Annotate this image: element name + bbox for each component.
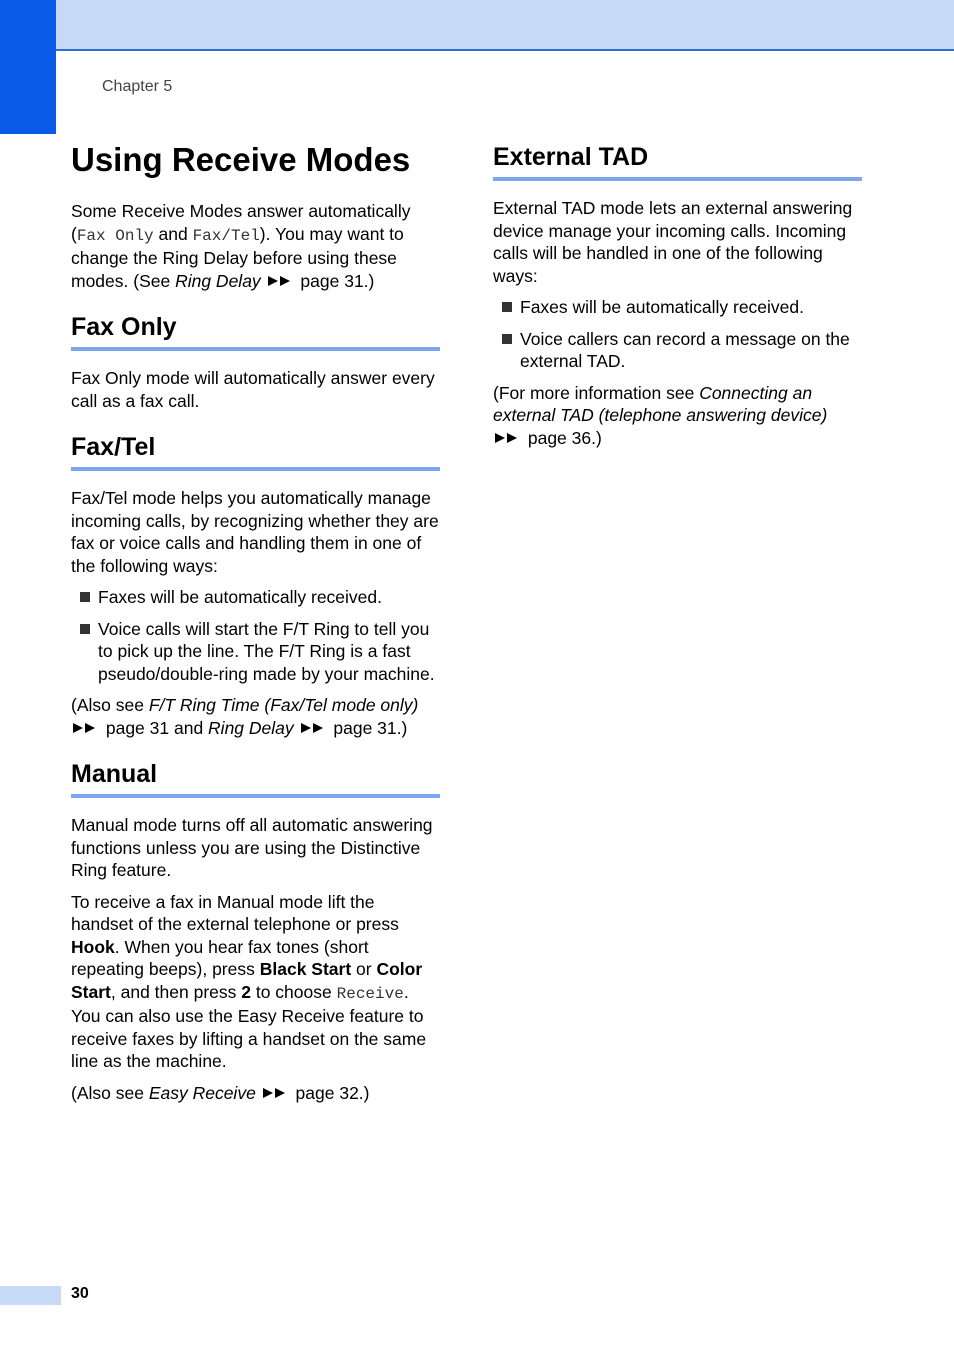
bullet-square-icon (502, 302, 512, 312)
ref-easy-receive: Easy Receive (148, 1082, 256, 1103)
list-item: Faxes will be automatically received. (71, 586, 440, 609)
fax-only-paragraph: Fax Only mode will automatically answer every call as a fax call. (71, 368, 435, 411)
code-fax-only: Fax Only (76, 226, 154, 245)
code-fax-tel: Fax/Tel (192, 226, 260, 245)
manual-paragraph-2: To receive a fax in Manual mode lift the handset of the external telephone or press Hook. When you hear fax tones (short repeating beeps), press Black Start or Color Start, and then press 2 to choose Receive. You can also use the Easy Receive feature to receive faxes by lifting a handset on the same line as the machine. (71, 891, 427, 1071)
key-color-start: Color Start (71, 959, 423, 1002)
fax-tel-paragraph: Fax/Tel mode helps you automatically manage incoming calls, by recognizing whether they are fax or voice calls and handling them in one of the following ways: (71, 488, 439, 576)
chapter-tab (0, 0, 56, 134)
key-hook: Hook (71, 936, 115, 957)
manual-paragraph-1: Manual mode turns off all automatic answering functions unless you are using the Distinctive Ring feature. (71, 815, 433, 880)
heading-external-tad: External TAD (493, 143, 649, 171)
double-arrow-icon (71, 721, 101, 735)
left-column (71, 200, 440, 1113)
section-rule (71, 347, 440, 351)
double-arrow-icon (299, 721, 329, 735)
external-tad-more-info: (For more information see Connecting an external TAD (telephone answering device) page 36.) (493, 382, 828, 448)
ref-ft-ring-time: F/T Ring Time (Fax/Tel mode only) (148, 695, 419, 715)
page-number: 30 (71, 1285, 89, 1302)
fax-tel-also-see: (Also see F/T Ring Time (Fax/Tel mode only) page 31 and Ring Delay page 31.) (71, 695, 419, 738)
external-tad-paragraph: External TAD mode lets an external answering device manage your incoming calls. Incoming calls will be handled in one of the following ways: (493, 198, 853, 286)
heading-fax-only: Fax Only (71, 313, 177, 341)
heading-fax-tel: Fax/Tel (71, 433, 156, 461)
right-column (493, 142, 862, 458)
key-2: 2 (241, 981, 251, 1002)
double-arrow-icon (493, 431, 523, 445)
section-rule (71, 467, 440, 471)
list-item: Voice callers can record a message on the external TAD. (493, 328, 862, 373)
ref-connecting-external-tad: Connecting an external TAD (telephone answering device) (493, 382, 828, 425)
intro-paragraph: Some Receive Modes answer automatically (Fax Only and Fax/Tel). You may want to change the Ring Delay before using these modes. (See Ring Delay page 31.) (71, 201, 411, 291)
bullet-square-icon (80, 624, 90, 634)
bullet-square-icon (502, 334, 512, 344)
section-rule (71, 794, 440, 798)
external-tad-list (493, 296, 862, 373)
ref-ring-delay: Ring Delay (175, 270, 261, 291)
ref-ring-delay: Ring Delay (208, 717, 294, 738)
bullet-square-icon (80, 592, 90, 602)
footer-bar (0, 1286, 61, 1305)
list-item: Faxes will be automatically received. (493, 296, 862, 319)
chapter-label: Chapter 5 (102, 78, 173, 95)
section-rule (493, 177, 862, 181)
list-item: Voice calls will start the F/T Ring to tell you to pick up the line. The F/T Ring is a fast pseudo/double-ring made by your machine. (71, 618, 440, 686)
fax-tel-list (71, 586, 440, 685)
manual-also-see: (Also see Easy Receive page 32.) (71, 1082, 370, 1103)
page-title: Using Receive Modes (71, 141, 411, 178)
header-band (0, 0, 954, 51)
double-arrow-icon (266, 274, 296, 288)
code-receive: Receive (336, 984, 404, 1003)
key-black-start: Black Start (259, 959, 352, 979)
double-arrow-icon (261, 1086, 291, 1100)
heading-manual: Manual (71, 760, 158, 788)
